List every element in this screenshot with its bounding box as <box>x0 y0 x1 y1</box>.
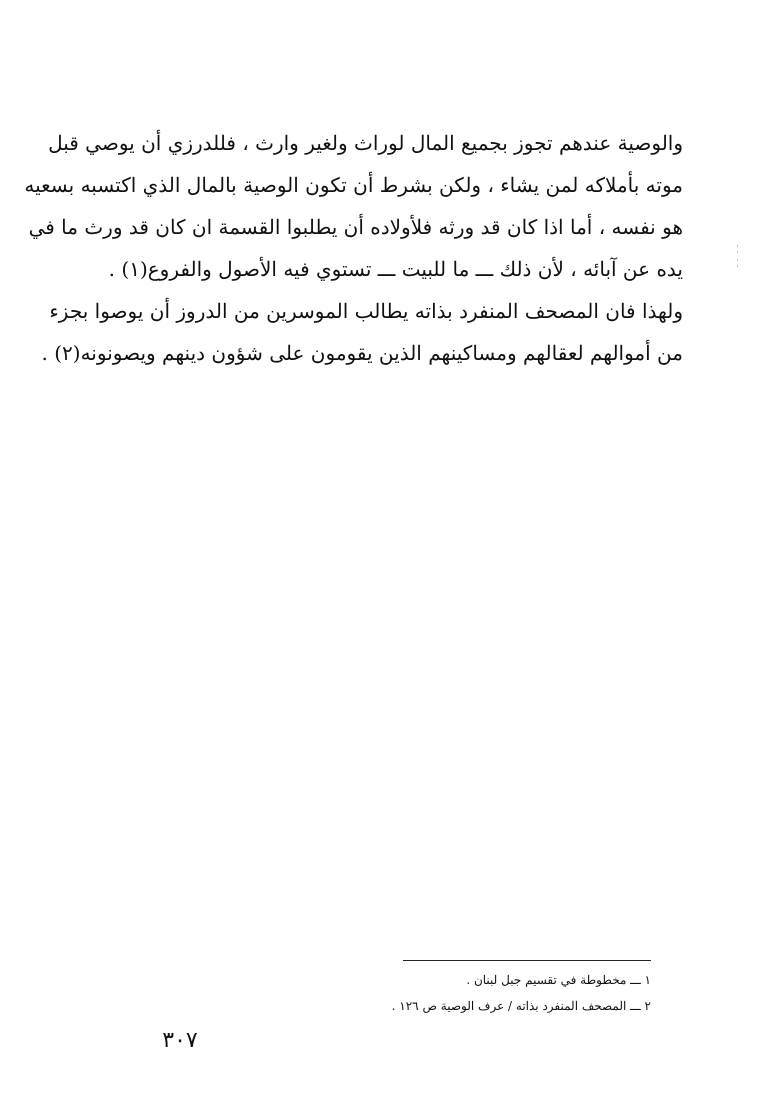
paragraph-bequest-to-clergy <box>41 290 683 374</box>
footnotes <box>231 967 651 1019</box>
text-line: موته بأملاكه لمن يشاء ، ولكن بشرط أن تكون الوصية بالمال الذي اكتسبه بسعيه <box>24 173 683 197</box>
footnote-divider <box>403 960 651 961</box>
text-line: والوصية عندهم تجوز بجميع المال لوراث ولغير وارث ، فللدرزي أن يوصي قبل <box>48 131 683 155</box>
footnote-2: ٢ ـــ المصحف المنفرد بذاته / عرف الوصية ص ١٢٦ . <box>391 999 651 1013</box>
margin-specks <box>735 240 739 290</box>
text-line: ولهذا فان المصحف المنفرد بذاته يطالب الموسرين من الدروز أن يوصوا بجزء <box>49 299 683 323</box>
paragraph-inheritance-will <box>24 122 683 290</box>
page-number: ٣٠٧ <box>162 1028 198 1053</box>
footnote-1: ١ ـــ مخطوطة في تقسيم جبل لبنان . <box>466 973 651 987</box>
text-line: هو نفسه ، أما اذا كان قد ورثه فلأولاده أن يطلبوا القسمة ان كان قد ورث ما في <box>28 215 683 239</box>
text-line: يده عن آبائه ، لأن ذلك ـــ ما للبيت ـــ تستوي فيه الأصول والفروع(١) . <box>108 257 683 281</box>
text-line: من أموالهم لعقالهم ومساكينهم الذين يقومون على شؤون دينهم ويصونونه(٢) . <box>41 341 683 365</box>
